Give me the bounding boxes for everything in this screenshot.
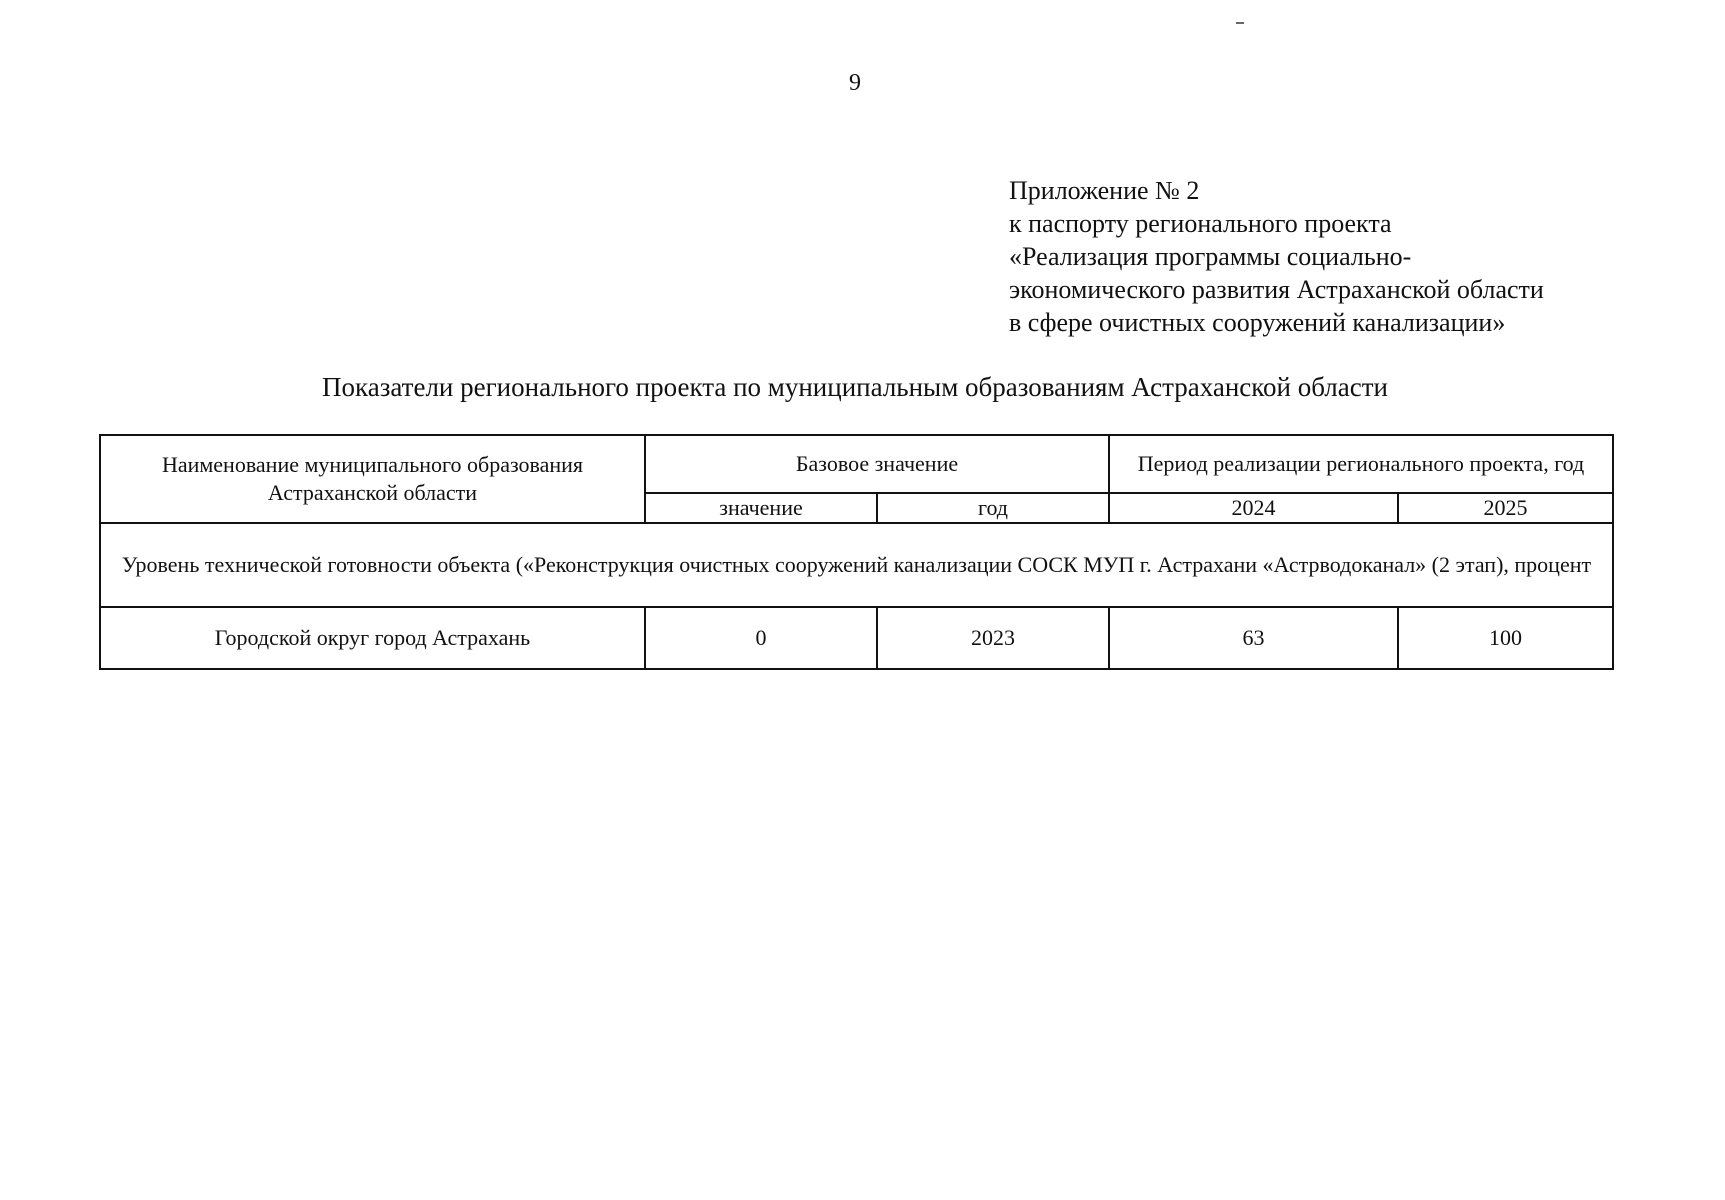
- section-title: Уровень технической готовности объекта («Реконструкция очистных сооружений канализации СОСК МУП г. Астрахани «Астрводоканал» (2 этап), процент: [100, 523, 1613, 607]
- header-period: Период реализации регионального проекта, год: [1109, 435, 1613, 493]
- scan-artifact: [1236, 22, 1244, 24]
- appendix-line: Приложение № 2: [1009, 176, 1200, 205]
- section-row: [100, 523, 1613, 607]
- cell-municipality: Городской округ город Астрахань: [100, 607, 645, 669]
- cell-value-2024: 63: [1109, 607, 1398, 669]
- header-year-2024: 2024: [1109, 493, 1398, 523]
- document-title: Показатели регионального проекта по муниципальным образованиям Астраханской области: [322, 372, 1388, 402]
- cell-base-value: 0: [645, 607, 877, 669]
- header-base-value: Базовое значение: [645, 435, 1109, 493]
- cell-base-year: 2023: [877, 607, 1109, 669]
- appendix-line: к паспорту регионального проекта: [1009, 209, 1392, 238]
- table-row: [100, 607, 1613, 669]
- appendix-line: в сфере очистных сооружений канализации»: [1009, 308, 1506, 337]
- header-year-2025: 2025: [1398, 493, 1613, 523]
- header-year: год: [877, 493, 1109, 523]
- page-number: 9: [849, 70, 861, 96]
- header-municipality: Наименование муниципального образования Астраханской области: [100, 435, 645, 523]
- appendix-header: [1009, 174, 1649, 339]
- indicators-table: [99, 434, 1614, 670]
- cell-value-2025: 100: [1398, 607, 1613, 669]
- header-value: значение: [645, 493, 877, 523]
- appendix-line: экономического развития Астраханской области: [1009, 275, 1544, 304]
- appendix-line: «Реализация программы социально-: [1009, 242, 1412, 271]
- header-row: [100, 435, 1613, 493]
